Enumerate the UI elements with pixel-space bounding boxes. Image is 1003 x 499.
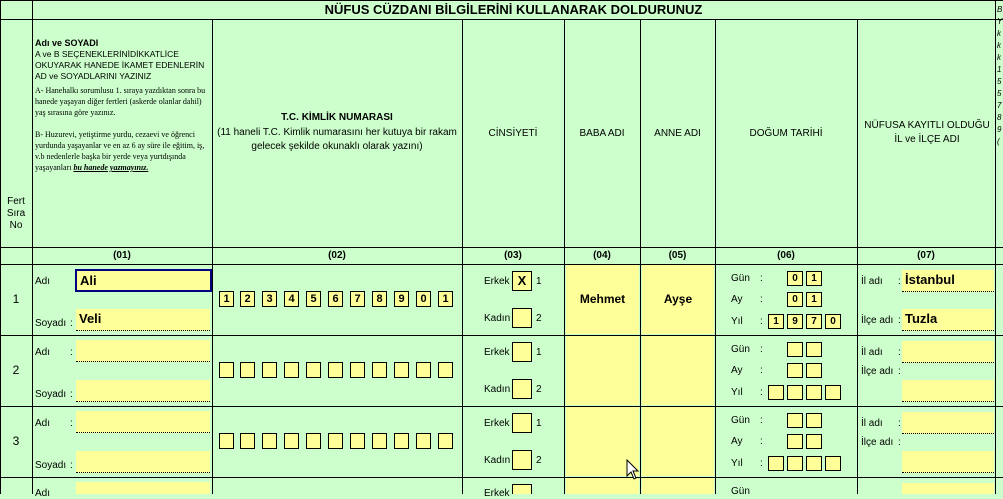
- tc-digit[interactable]: [328, 433, 343, 449]
- erkek-checkbox[interactable]: [512, 484, 532, 494]
- erkek-checkbox[interactable]: [512, 342, 532, 362]
- yil-digit[interactable]: [768, 456, 784, 471]
- name-instructions: [35, 38, 210, 173]
- kadin-label: Kadın: [484, 313, 511, 324]
- tc-digit[interactable]: [394, 433, 409, 449]
- tc-digit[interactable]: 1: [438, 291, 453, 307]
- tc-digit[interactable]: [262, 362, 277, 378]
- tc-digit[interactable]: [416, 362, 431, 378]
- tc-digit[interactable]: [372, 362, 387, 378]
- tc-digit[interactable]: 5: [306, 291, 321, 307]
- il-label: İl adı: [861, 276, 883, 287]
- gun-digit[interactable]: [806, 413, 822, 428]
- soyadi-colon: :: [70, 389, 73, 400]
- gun-label: Gün: [731, 344, 750, 355]
- tc-digit[interactable]: [240, 362, 255, 378]
- tc-header: [216, 112, 458, 154]
- col-number-04: (04): [593, 250, 611, 261]
- ilce-field[interactable]: Tuzla: [902, 309, 994, 331]
- il-field[interactable]: İstanbul: [902, 270, 994, 292]
- yil-colon: :: [760, 387, 763, 398]
- yil-label: Yıl: [731, 387, 743, 398]
- il-colon: :: [898, 418, 901, 429]
- erkek-label: Erkek: [484, 276, 510, 287]
- tc-digit[interactable]: [350, 362, 365, 378]
- erkek-label: Erkek: [484, 347, 510, 358]
- tc-digit[interactable]: [372, 433, 387, 449]
- gun-label: Gün: [731, 415, 750, 426]
- yil-colon: :: [760, 458, 763, 469]
- col-number-01: (01): [113, 250, 131, 261]
- soyadi-label: Soyadı: [35, 318, 67, 329]
- gun-digit[interactable]: [787, 342, 803, 357]
- ay-colon: :: [760, 365, 763, 376]
- mother-name-field[interactable]: [642, 478, 714, 494]
- birth-header: DOĞUM TARİHİ: [749, 128, 823, 139]
- first-name-field[interactable]: [76, 482, 210, 494]
- ay-colon: :: [760, 294, 763, 305]
- adi-label: Adı: [35, 488, 51, 499]
- yil-label: Yıl: [731, 458, 743, 469]
- father-header: BABA ADI: [579, 128, 625, 139]
- adi-label: Adı: [35, 418, 51, 429]
- tc-digit[interactable]: [328, 362, 343, 378]
- kadin-label: Kadın: [484, 455, 511, 466]
- mother-header: ANNE ADI: [654, 128, 701, 139]
- adi-label: Adı: [35, 276, 51, 287]
- yil-digit[interactable]: [825, 456, 841, 471]
- mother-name-field[interactable]: Ayşe: [642, 265, 714, 334]
- soyadi-label: Soyadı: [35, 389, 67, 400]
- kadin-checkbox[interactable]: [512, 379, 532, 399]
- mother-name-field[interactable]: [642, 336, 714, 405]
- adi-colon: :: [70, 418, 73, 429]
- sex-header: CİNSİYETİ: [488, 128, 538, 139]
- tc-digit[interactable]: [306, 362, 321, 378]
- ilce-label: İlçe adı: [861, 437, 894, 448]
- tc-digit[interactable]: 7: [350, 291, 365, 307]
- yil-digit[interactable]: [787, 385, 803, 400]
- row-number: 2: [12, 363, 20, 377]
- tc-digit[interactable]: [438, 433, 453, 449]
- tc-digit[interactable]: 4: [284, 291, 299, 307]
- last-name-field[interactable]: [76, 380, 210, 402]
- gun-digit[interactable]: [806, 342, 822, 357]
- form-title: NÜFUS CÜZDANI BİLGİLERİNİ KULLANARAK DOLDURUNUZ: [324, 2, 703, 17]
- tc-digit[interactable]: [394, 362, 409, 378]
- father-name-field[interactable]: [566, 336, 639, 405]
- erkek-code: 1: [536, 347, 542, 358]
- name-title: Adı ve SOYADI: [35, 38, 99, 48]
- tc-digit[interactable]: 9: [394, 291, 409, 307]
- adi-colon: :: [70, 347, 73, 358]
- row-number: 3: [12, 434, 20, 448]
- first-name-field[interactable]: Ali: [75, 269, 212, 292]
- tc-digit[interactable]: 3: [262, 291, 277, 307]
- gun-label: Gün: [731, 273, 750, 284]
- tc-digit[interactable]: 2: [240, 291, 255, 307]
- erkek-code: 1: [536, 276, 542, 287]
- soyadi-label: Soyadı: [35, 460, 67, 471]
- mother-name-field[interactable]: [642, 407, 714, 476]
- tc-digit[interactable]: [284, 433, 299, 449]
- yil-colon: :: [760, 316, 763, 327]
- last-name-field[interactable]: Veli: [76, 309, 210, 331]
- tc-digit[interactable]: 0: [416, 291, 431, 307]
- erkek-checkbox[interactable]: X: [512, 271, 532, 291]
- name-instruction-b-emph: bu hanede yazmayınız.: [73, 163, 149, 172]
- il-colon: :: [898, 347, 901, 358]
- col-number-06: (06): [777, 250, 795, 261]
- gun-colon: :: [760, 273, 763, 284]
- tc-digit[interactable]: [350, 433, 365, 449]
- il-label: İl adı: [861, 418, 883, 429]
- tc-digit[interactable]: [219, 433, 234, 449]
- kadin-checkbox[interactable]: [512, 450, 532, 470]
- il-colon: :: [898, 276, 901, 287]
- yil-digit[interactable]: [806, 385, 822, 400]
- soyadi-colon: :: [70, 460, 73, 471]
- ilce-colon: :: [898, 437, 901, 448]
- col-number-02: (02): [328, 250, 346, 261]
- tc-digit[interactable]: [306, 433, 321, 449]
- yil-digit[interactable]: [768, 385, 784, 400]
- kadin-code: 2: [536, 455, 542, 466]
- ay-digit[interactable]: [806, 363, 822, 378]
- fert-sira-header: Fert Sıra No: [6, 196, 26, 231]
- col-number-05: (05): [668, 250, 687, 261]
- il-label: İl adı: [861, 347, 883, 358]
- gun-colon: :: [760, 415, 763, 426]
- ay-label: Ay: [731, 294, 743, 305]
- kadin-code: 2: [536, 313, 542, 324]
- yil-digit[interactable]: 0: [825, 314, 841, 329]
- name-instruction-a: A- Hanehalkı sorumlusu 1. sıraya yazdıktan sonra bu hanede yaşayan diğer fertleri (askerde olanlar dahil) yaş sırasına göre yazınız.: [35, 86, 206, 117]
- tc-header-sub: (11 haneli T.C. Kimlik numarasını her kutuya bir rakam gelecek şekilde okunaklı olarak yazını): [217, 127, 457, 152]
- last-name-field[interactable]: [76, 451, 210, 473]
- ay-label: Ay: [731, 436, 743, 447]
- tc-digit[interactable]: [438, 362, 453, 378]
- tc-digit[interactable]: [416, 433, 431, 449]
- erkek-label: Erkek: [484, 418, 510, 429]
- ay-digit[interactable]: 0: [787, 292, 803, 307]
- gun-colon: :: [760, 344, 763, 355]
- row-number: 1: [12, 292, 20, 306]
- tc-digit[interactable]: [262, 433, 277, 449]
- tc-digit[interactable]: [240, 433, 255, 449]
- ilce-colon: :: [898, 366, 901, 377]
- kadin-label: Kadın: [484, 384, 511, 395]
- ilce-field[interactable]: [902, 380, 994, 402]
- father-name-field[interactable]: Mehmet: [566, 265, 639, 334]
- side-text: B Y k k k 1 5 5 7 8 9 (: [997, 5, 1003, 146]
- tc-digit[interactable]: [219, 362, 234, 378]
- tc-digit[interactable]: 6: [328, 291, 343, 307]
- ilce-field[interactable]: [902, 451, 994, 473]
- ay-digit[interactable]: [806, 434, 822, 449]
- yil-digit[interactable]: 9: [787, 314, 803, 329]
- ay-digit[interactable]: 1: [806, 292, 822, 307]
- ilce-label: İlçe adı: [861, 315, 894, 326]
- ay-colon: :: [760, 436, 763, 447]
- mouse-cursor-icon: [626, 459, 640, 481]
- il-field[interactable]: [902, 341, 994, 363]
- erkek-code: 1: [536, 418, 542, 429]
- yil-digit[interactable]: 7: [806, 314, 822, 329]
- tc-digit[interactable]: 8: [372, 291, 387, 307]
- gun-digit[interactable]: 1: [806, 271, 822, 286]
- il-field[interactable]: [902, 412, 994, 434]
- kadin-code: 2: [536, 384, 542, 395]
- registered-header: NÜFUSA KAYITLI OLDUĞU İL ve İLÇE ADI: [864, 120, 990, 145]
- yil-digit[interactable]: 1: [768, 314, 784, 329]
- tc-digit[interactable]: [284, 362, 299, 378]
- gun-digit[interactable]: [787, 413, 803, 428]
- first-name-field[interactable]: [76, 340, 210, 362]
- erkek-checkbox[interactable]: [512, 413, 532, 433]
- il-field[interactable]: [902, 483, 994, 494]
- adi-label: Adı: [35, 347, 51, 358]
- col-number-07: (07): [917, 250, 935, 261]
- tc-digit[interactable]: 1: [219, 291, 234, 307]
- gun-label: Gün: [731, 486, 750, 497]
- soyadi-colon: :: [70, 318, 73, 329]
- ilce-colon: :: [898, 315, 901, 326]
- name-instruction-main: A ve B SEÇENEKLERİNİDİKKATLİCE OKUYARAK HANEDE İKAMET EDENLERİN AD ve SOYADLARINI YAZINIZ: [35, 49, 205, 81]
- ay-digit[interactable]: [787, 363, 803, 378]
- tc-header-title: T.C. KİMLİK NUMARASI: [281, 112, 393, 123]
- ilce-label: İlçe adı: [861, 366, 894, 377]
- col-number-03: (03): [504, 250, 522, 261]
- gun-digit[interactable]: 0: [787, 271, 803, 286]
- name-instruction-b: B- Huzurevi, yetiştirme yurdu, cezaevi ve öğrenci yurdunda yaşayanlar ve en az 6 ay süre ile eğitim, iş, v.b nedenlerle başka bir yerde veya yurtdışında yaşayanları: [35, 130, 205, 172]
- erkek-label: Erkek: [484, 488, 510, 499]
- kadin-checkbox[interactable]: [512, 308, 532, 328]
- yil-digit[interactable]: [806, 456, 822, 471]
- ay-label: Ay: [731, 365, 743, 376]
- ay-digit[interactable]: [787, 434, 803, 449]
- yil-label: Yıl: [731, 316, 743, 327]
- first-name-field[interactable]: [76, 411, 210, 433]
- yil-digit[interactable]: [787, 456, 803, 471]
- yil-digit[interactable]: [825, 385, 841, 400]
